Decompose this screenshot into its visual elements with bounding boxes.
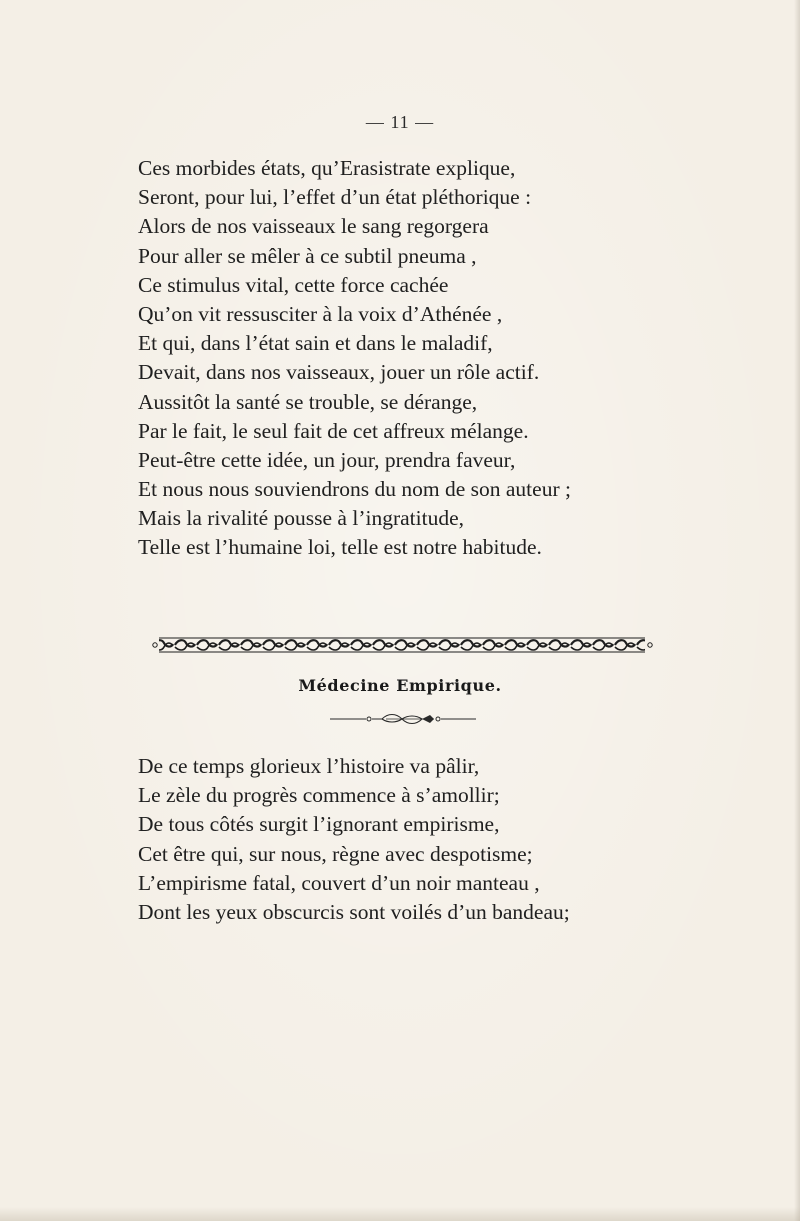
verse-line: Pour aller se mêler à ce subtil pneuma , (138, 243, 477, 268)
flourish-rule (330, 712, 476, 726)
verse-line: De ce temps glorieux l’histoire va pâlir, (138, 754, 480, 778)
verse-line: Le zèle du progrès commence à s’amollir; (138, 783, 500, 808)
verse-line: Qu’on vit ressusciter à la voix d’Athénée , (138, 301, 503, 326)
verse-line: Mais la rivalité pousse à l’ingratitude, (138, 506, 464, 531)
verse-line: L’empirisme fatal, couvert d’un noir manteau , (138, 870, 540, 895)
page-number: — 11 — (365, 112, 435, 132)
stanza-two (138, 752, 738, 927)
verse-line: Telle est l’humaine loi, telle est notre habitude. (138, 535, 542, 560)
ornamental-divider (152, 636, 654, 654)
verse-line: Et qui, dans l’état sain et dans le maladif, (138, 331, 493, 356)
verse-line: Seront, pour lui, l’effet d’un état pléthorique : (138, 185, 532, 210)
page-bottom-shadow (0, 1207, 800, 1221)
verse-line: Alors de nos vaisseaux le sang regorgera (138, 214, 489, 239)
verse-line: Ce stimulus vital, cette force cachée (138, 272, 449, 297)
verse-line: Ces morbides états, qu’Erasistrate explique, (138, 156, 516, 180)
verse-line: De tous côtés surgit l’ignorant empirisme, (138, 812, 500, 837)
verse-line: Cet être qui, sur nous, règne avec despotisme; (138, 841, 533, 866)
verse-line: Par le fait, le seul fait de cet affreux mélange. (138, 418, 529, 443)
verse-line: Dont les yeux obscurcis sont voilés d’un bandeau; (138, 899, 570, 924)
verse-line: Aussitôt la santé se trouble, se dérange, (138, 389, 478, 414)
verse-line: Devait, dans nos vaisseaux, jouer un rôle actif. (138, 360, 540, 385)
verse-line: Et nous nous souviendrons du nom de son auteur ; (138, 477, 571, 502)
page-edge-shadow (794, 0, 800, 1221)
section-heading: Médecine Empirique. (298, 676, 502, 695)
verse-line: Peut-être cette idée, un jour, prendra faveur, (138, 447, 516, 472)
stanza-one (138, 154, 738, 563)
